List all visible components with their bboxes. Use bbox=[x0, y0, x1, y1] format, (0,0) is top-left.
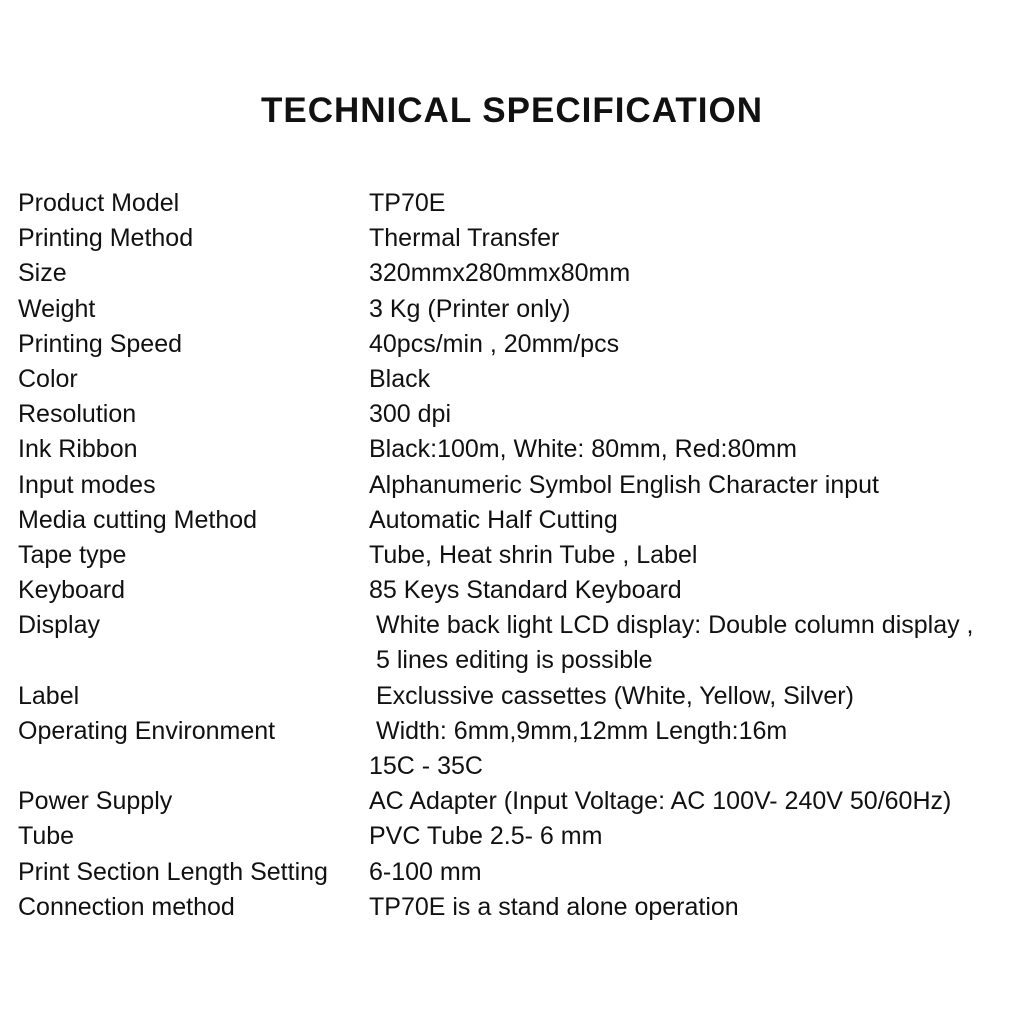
spec-row bbox=[18, 819, 1018, 854]
spec-label: Keyboard bbox=[18, 576, 126, 605]
spec-label: Power Supply bbox=[18, 787, 173, 816]
page-title: TECHNICAL SPECIFICATION bbox=[261, 91, 763, 130]
spec-value: 320mmx280mmx80mm bbox=[369, 259, 631, 288]
spec-label: Printing Method bbox=[18, 224, 194, 253]
spec-label: Ink Ribbon bbox=[18, 435, 138, 464]
spec-value: AC Adapter (Input Voltage: AC 100V- 240V 50/60Hz) bbox=[369, 787, 952, 816]
spec-row bbox=[18, 292, 1018, 327]
spec-row bbox=[18, 362, 1018, 397]
spec-row bbox=[18, 221, 1018, 256]
spec-value: TP70E is a stand alone operation bbox=[369, 892, 739, 921]
spec-value: 15C - 35C bbox=[369, 752, 483, 780]
spec-label: Color bbox=[18, 364, 78, 393]
spec-value: PVC Tube 2.5- 6 mm bbox=[369, 822, 603, 851]
spec-row bbox=[18, 256, 1018, 291]
spec-row bbox=[18, 503, 1018, 538]
spec-row bbox=[18, 643, 1018, 678]
spec-value: 40pcs/min , 20mm/pcs bbox=[369, 329, 620, 358]
spec-label: Resolution bbox=[18, 400, 137, 429]
spec-value: Exclussive cassettes (White, Yellow, Silver) bbox=[376, 681, 854, 710]
spec-label: Operating Environment bbox=[18, 716, 276, 745]
spec-label: Printing Speed bbox=[18, 329, 183, 358]
spec-label bbox=[18, 749, 369, 784]
spec-value: Alphanumeric Symbol English Character input bbox=[369, 470, 879, 499]
spec-row bbox=[18, 679, 1018, 714]
spec-value: Tube, Heat shrin Tube , Label bbox=[369, 540, 698, 569]
spec-value: TP70E bbox=[369, 189, 446, 217]
spec-row bbox=[18, 186, 1018, 221]
spec-label: Input modes bbox=[18, 470, 156, 499]
spec-value: Width: 6mm,9mm,12mm Length:16m bbox=[376, 716, 788, 745]
spec-row bbox=[18, 608, 1018, 643]
spec-value: 85 Keys Standard Keyboard bbox=[369, 576, 682, 605]
spec-row bbox=[18, 432, 1018, 467]
spec-label: Size bbox=[18, 259, 67, 288]
spec-row bbox=[18, 784, 1018, 819]
spec-value: 5 lines editing is possible bbox=[376, 646, 653, 675]
spec-label: Media cutting Method bbox=[18, 505, 258, 534]
spec-row bbox=[18, 890, 1018, 925]
spec-value: Black:100m, White: 80mm, Red:80mm bbox=[369, 435, 797, 464]
spec-value: 300 dpi bbox=[369, 400, 452, 429]
spec-value: 3 Kg (Printer only) bbox=[369, 294, 571, 323]
spec-row bbox=[18, 573, 1018, 608]
spec-label: Tube bbox=[18, 822, 75, 851]
spec-value: Black bbox=[369, 364, 431, 393]
spec-table bbox=[18, 186, 1018, 925]
spec-row bbox=[18, 749, 1018, 784]
spec-label: Tape type bbox=[18, 540, 127, 569]
spec-row bbox=[18, 855, 1018, 890]
spec-row bbox=[18, 538, 1018, 573]
spec-row bbox=[18, 714, 1018, 749]
spec-label: Label bbox=[18, 681, 80, 710]
spec-label: Weight bbox=[18, 294, 96, 323]
spec-label: Product Model bbox=[18, 189, 180, 217]
spec-value: 6-100 mm bbox=[369, 857, 482, 886]
spec-row bbox=[18, 397, 1018, 432]
spec-label: Display bbox=[18, 611, 100, 640]
spec-label bbox=[18, 643, 369, 678]
spec-value: Thermal Transfer bbox=[369, 224, 560, 253]
spec-row bbox=[18, 468, 1018, 503]
spec-value: Automatic Half Cutting bbox=[369, 505, 618, 534]
spec-row bbox=[18, 327, 1018, 362]
spec-label: Connection method bbox=[18, 892, 235, 921]
spec-label: Print Section Length Setting bbox=[18, 857, 328, 886]
spec-value: White back light LCD display: Double column display , bbox=[376, 611, 974, 640]
